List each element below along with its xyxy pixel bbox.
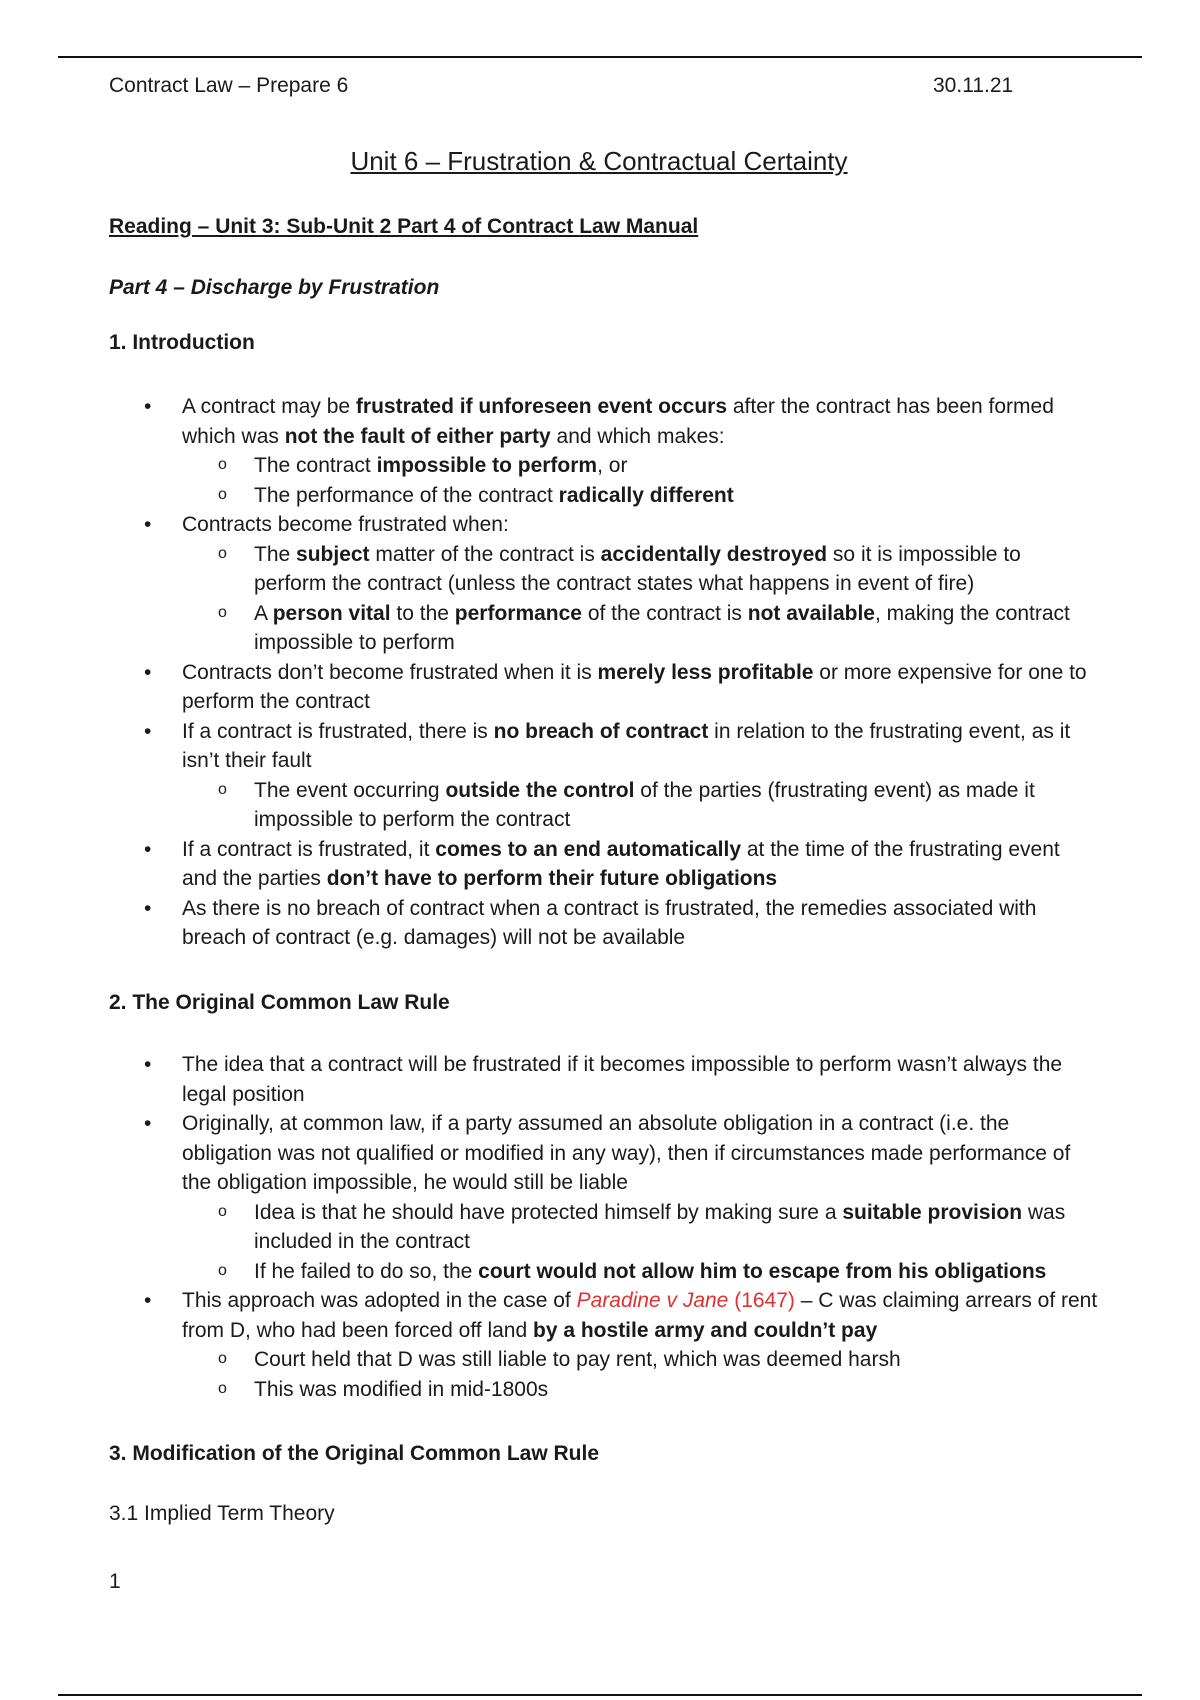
list-item: • As there is no breach of contract when a contract is frustrated, the remedies associated with breach of contract (e.g. damages) will not be available xyxy=(109,894,1099,953)
bottom-rule xyxy=(58,1694,1142,1696)
sub-list-item: o Court held that D was still liable to pay rent, which was deemed harsh xyxy=(109,1345,1099,1375)
header-course: Contract Law – Prepare 6 xyxy=(109,74,349,97)
list-item: • This approach was adopted in the case of Paradine v Jane (1647) – C was claiming arrears of rent from D, who had been forced off land by a hostile army and couldn’t pay xyxy=(109,1286,1099,1345)
section-heading-introduction: 1. Introduction xyxy=(109,331,255,354)
section-heading-modification: 3. Modification of the Original Common Law Rule xyxy=(109,1442,600,1465)
list-item: • If a contract is frustrated, it comes to an end automatically at the time of the frustrating event and the parties don’t have to perform their future obligations xyxy=(109,835,1099,894)
list-item: • Contracts don’t become frustrated when it is merely less profitable or more expensive for one to perform the contract xyxy=(109,658,1099,717)
sub-list-item: o This was modified in mid-1800s xyxy=(109,1375,1099,1405)
list-item: • A contract may be frustrated if unforeseen event occurs after the contract has been formed which was not the fault of either party and which makes: xyxy=(109,392,1099,451)
list-item: • The idea that a contract will be frustrated if it becomes impossible to perform wasn’t always the legal position xyxy=(109,1050,1099,1109)
sub-list-item: o The performance of the contract radically different xyxy=(109,481,1099,511)
case-citation: Paradine v Jane (1647) xyxy=(576,1289,795,1312)
list-item: • Contracts become frustrated when: xyxy=(109,510,1099,540)
list-item: • If a contract is frustrated, there is no breach of contract in relation to the frustrating event, as it isn’t their fault xyxy=(109,717,1099,776)
document-title: Unit 6 – Frustration & Contractual Certainty xyxy=(350,146,848,176)
page-number: 1 xyxy=(109,1570,121,1593)
part-heading: Part 4 – Discharge by Frustration xyxy=(109,276,440,299)
original-rule-list xyxy=(109,1050,1099,1404)
sub-list-item: o The event occurring outside the control of the parties (frustrating event) as made it impossible to perform the contract xyxy=(109,776,1099,835)
sub-list-item: o If he failed to do so, the court would not allow him to escape from his obligations xyxy=(109,1257,1099,1287)
sub-list-item: o The subject matter of the contract is accidentally destroyed so it is impossible to perform the contract (unless the contract states what happens in event of fire) xyxy=(109,540,1099,599)
top-rule xyxy=(58,56,1142,58)
sub-list-item: o The contract impossible to perform, or xyxy=(109,451,1099,481)
header-date: 30.11.21 xyxy=(933,74,1014,97)
introduction-list xyxy=(109,392,1099,953)
sub-list-item: o Idea is that he should have protected himself by making sure a suitable provision was included in the contract xyxy=(109,1198,1099,1257)
subsection-heading-implied-term: 3.1 Implied Term Theory xyxy=(109,1502,335,1525)
sub-list-item: o A person vital to the performance of the contract is not available, making the contract impossible to perform xyxy=(109,599,1099,658)
section-heading-original-rule: 2. The Original Common Law Rule xyxy=(109,991,450,1014)
reading-heading: Reading – Unit 3: Sub-Unit 2 Part 4 of Contract Law Manual xyxy=(109,215,699,238)
list-item: • Originally, at common law, if a party assumed an absolute obligation in a contract (i.e. the obligation was not qualified or modified in any way), then if circumstances made performance of the obligation impossible, he would still be liable xyxy=(109,1109,1099,1198)
